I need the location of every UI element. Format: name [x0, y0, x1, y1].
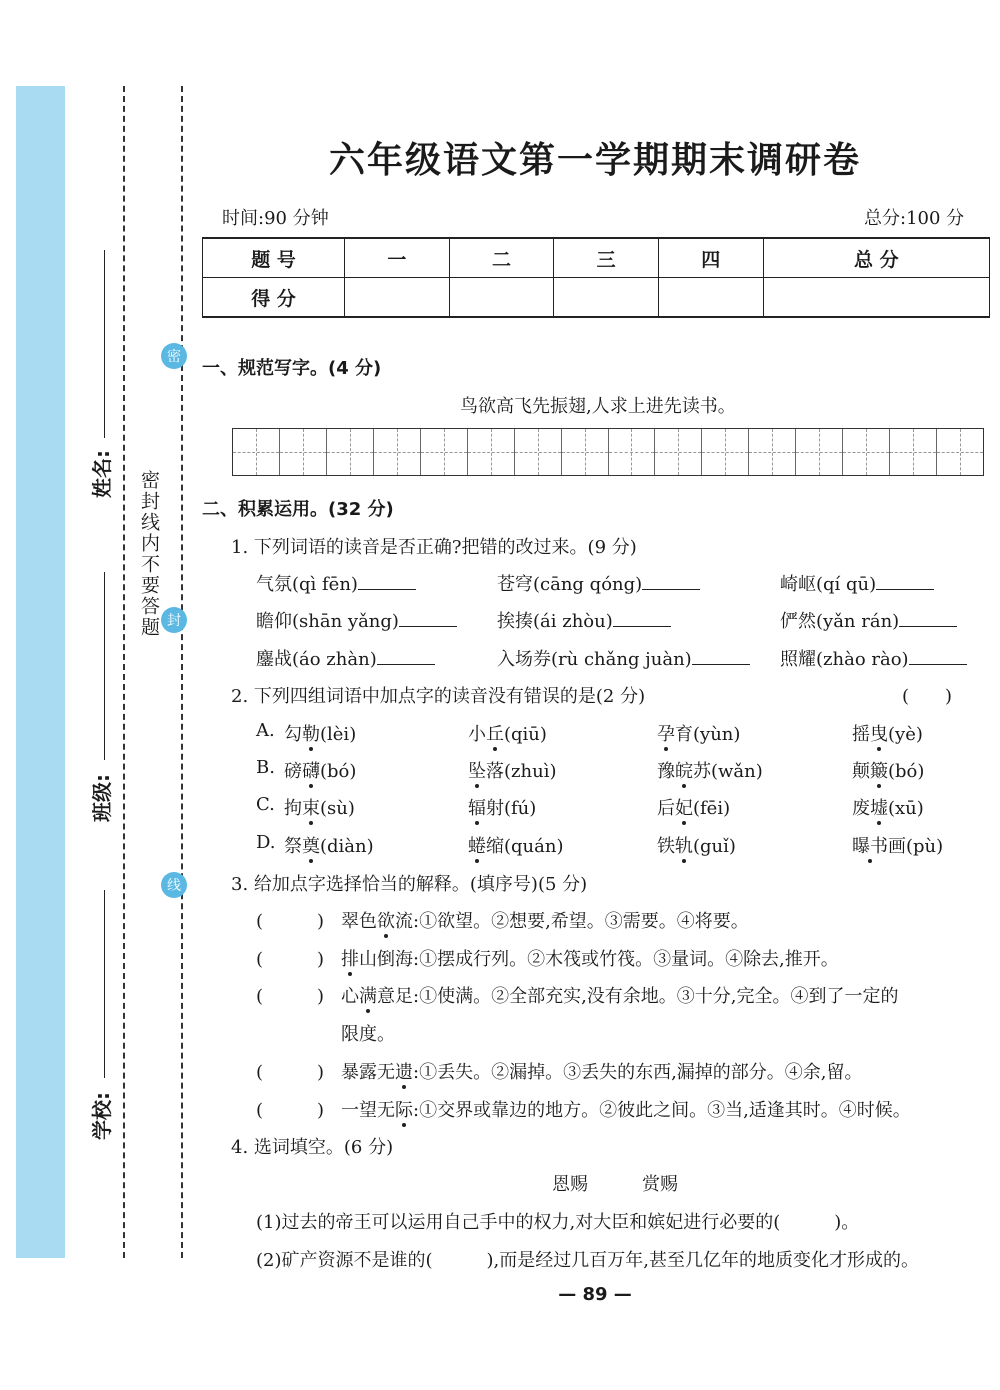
q2-word	[657, 720, 740, 746]
section1-heading: 一、规范写字。(4 分)	[202, 358, 382, 379]
school-label: 学校:	[90, 1092, 114, 1140]
exam-total: 总分:100 分	[864, 208, 965, 229]
seal-mark-feng: 封	[161, 607, 187, 633]
q1-item: 挨揍(ái zhòu)	[497, 607, 671, 633]
writing-grid[interactable]	[232, 428, 984, 476]
word-part: (lèi)	[320, 724, 357, 745]
q2-option-letter[interactable]: D.	[256, 832, 276, 853]
word-part: 豫	[657, 761, 675, 782]
item-part: 意足	[377, 986, 413, 1007]
q2-word	[284, 720, 356, 746]
score-header-cell: 题 号	[203, 238, 345, 278]
q1-item: 俨然(yǎn rán)	[780, 607, 957, 633]
dotted-char: 轨	[675, 836, 693, 857]
exam-time: 时间:90 分钟	[222, 208, 329, 229]
q4-word-choices: 恩赐 赏赐	[552, 1174, 678, 1195]
q2-word	[657, 757, 763, 783]
q3-answer-paren[interactable]: ( )	[256, 911, 325, 932]
cut-line-outer	[123, 86, 125, 1258]
q4-stem: 4. 选词填空。(6 分)	[231, 1137, 394, 1158]
q1-item: 入场券(rù chǎng juàn)	[497, 645, 750, 671]
dotted-char: 排	[341, 949, 359, 970]
word-part: (qiū)	[504, 724, 547, 745]
word-part: (guǐ)	[693, 836, 736, 857]
answer-blank[interactable]	[692, 650, 750, 665]
word-part: (sù)	[320, 798, 355, 819]
item-part: :①使满。②全部充实,没有余地。③十分,完全。④到了一定的	[413, 986, 899, 1007]
item-part: 心	[341, 986, 359, 1007]
score-row-label: 得 分	[203, 278, 345, 318]
class-blank[interactable]	[104, 572, 105, 760]
binding-strip	[16, 86, 65, 1258]
dotted-char: 奠	[302, 836, 320, 857]
item-part: :①丢失。②漏掉。③丢失的东西,漏掉的部分。④余,留。	[413, 1062, 863, 1083]
word-part: 小	[468, 724, 486, 745]
word-part: 拘	[284, 798, 302, 819]
word-part: 苏	[693, 761, 711, 782]
q2-word	[284, 832, 374, 858]
word-part: (xū)	[888, 798, 924, 819]
dotted-char: 妃	[675, 798, 693, 819]
dotted-char: 欲	[377, 911, 395, 932]
dotted-char: 礴	[302, 761, 320, 782]
item-part: :①欲望。②想要,希望。③需要。④将要。	[413, 911, 749, 932]
word-part: (fú)	[504, 798, 537, 819]
dotted-char: 簸	[870, 761, 888, 782]
name-blank[interactable]	[104, 250, 105, 438]
item-part: 一望无	[341, 1100, 395, 1121]
dotted-char: 曳	[870, 724, 888, 745]
answer-blank[interactable]	[899, 612, 957, 627]
school-blank[interactable]	[104, 890, 105, 1078]
q2-option-letter[interactable]: B.	[256, 757, 275, 778]
dotted-char: 皖	[675, 761, 693, 782]
answer-blank[interactable]	[358, 575, 416, 590]
q2-word	[852, 832, 943, 858]
item-part: :①交界或靠边的地方。②彼此之间。③当,适逢其时。④时候。	[413, 1100, 911, 1121]
q2-word	[852, 794, 924, 820]
page-number: — 89 —	[558, 1284, 632, 1305]
score-cell[interactable]	[554, 278, 659, 318]
page-title: 六年级语文第一学期期末调研卷	[328, 139, 861, 181]
q2-word	[284, 794, 355, 820]
word-part: (pù)	[906, 836, 944, 857]
word-part: 勾	[284, 724, 302, 745]
answer-blank[interactable]	[399, 612, 457, 627]
q1-item: 照耀(zhào rào)	[780, 645, 967, 671]
dotted-char: 遗	[395, 1062, 413, 1083]
word-part: 曝	[852, 836, 870, 857]
word-part: (zhuì)	[504, 761, 557, 782]
section2-heading: 二、积累运用。(32 分)	[202, 499, 394, 520]
answer-blank[interactable]	[909, 650, 967, 665]
score-cell[interactable]	[763, 278, 989, 318]
seal-mark-mi: 密	[161, 343, 187, 369]
q2-word	[852, 757, 924, 783]
word-part: (quán)	[504, 836, 564, 857]
q1-item: 苍穹(cāng qóng)	[497, 570, 700, 596]
q1-item: 瞻仰(shān yǎng)	[256, 607, 457, 633]
q2-stem: 2. 下列四组词语中加点字的读音没有错误的是(2 分)	[231, 686, 646, 707]
answer-blank[interactable]	[613, 612, 671, 627]
answer-blank[interactable]	[876, 575, 934, 590]
word-part: 射	[486, 798, 504, 819]
item-part: 山倒海	[359, 949, 413, 970]
q2-option-letter[interactable]: C.	[256, 794, 275, 815]
dotted-char: 辐	[468, 798, 486, 819]
q2-word	[468, 832, 563, 858]
item-part: :①摆成行列。②木筏或竹筏。③量词。④除去,推开。	[413, 949, 839, 970]
q3-item	[341, 907, 749, 933]
score-cell[interactable]	[449, 278, 554, 318]
word-part: 缩	[486, 836, 504, 857]
answer-blank[interactable]	[642, 575, 700, 590]
q2-word	[468, 757, 556, 783]
dotted-char: 满	[359, 986, 377, 1007]
dotted-char: 墟	[870, 798, 888, 819]
class-label: 班级:	[90, 774, 114, 822]
q2-option-letter[interactable]: A.	[256, 720, 275, 741]
q2-word	[852, 720, 923, 746]
word-part: (diàn)	[320, 836, 374, 857]
q4-sentence-2: (2)矿产资源不是谁的( ),而是经过几百万年,甚至几亿年的地质变化才形成的。	[256, 1250, 919, 1271]
name-label: 姓名:	[90, 450, 114, 498]
score-row	[203, 278, 990, 318]
word-part: 落	[486, 761, 504, 782]
item-part: 流	[395, 911, 413, 932]
score-cell[interactable]	[658, 278, 763, 318]
word-part: 书画	[870, 836, 906, 857]
q3-item	[341, 1058, 863, 1084]
word-part: 颠	[852, 761, 870, 782]
q3-stem: 3. 给加点字选择恰当的解释。(填序号)(5 分)	[231, 874, 588, 895]
score-header-cell: 总 分	[763, 238, 989, 278]
q3-answer-paren[interactable]: ( )	[256, 1062, 325, 1083]
item-part: 翠色	[341, 911, 377, 932]
q3-answer-paren[interactable]: ( )	[256, 986, 325, 1007]
dotted-char: 束	[302, 798, 320, 819]
dotted-char: 坠	[468, 761, 486, 782]
score-header-cell: 三	[554, 238, 659, 278]
word-part: 铁	[657, 836, 675, 857]
q2-word	[657, 832, 736, 858]
q2-answer-paren[interactable]: ( )	[902, 686, 953, 707]
word-part: (fēi)	[693, 798, 731, 819]
word-part: 祭	[284, 836, 302, 857]
q2-word	[657, 794, 730, 820]
score-header-cell: 二	[449, 238, 554, 278]
dotted-char: 孕	[657, 724, 675, 745]
q1-item: 崎岖(qí qū)	[780, 570, 934, 596]
word-part: (yè)	[888, 724, 923, 745]
word-part: (wǎn)	[711, 761, 763, 782]
score-header-cell: 四	[658, 238, 763, 278]
q3-item	[341, 1096, 911, 1122]
word-part: 磅	[284, 761, 302, 782]
dotted-char: 际	[395, 1100, 413, 1121]
q1-item: 气氛(qì fēn)	[256, 570, 416, 596]
word-part: (yùn)	[693, 724, 741, 745]
q3-answer-paren[interactable]: ( )	[256, 1100, 325, 1121]
answer-blank[interactable]	[377, 650, 435, 665]
q2-word	[468, 720, 547, 746]
dotted-char: 丘	[486, 724, 504, 745]
word-part: 摇	[852, 724, 870, 745]
dotted-char: 蜷	[468, 836, 486, 857]
word-part: 废	[852, 798, 870, 819]
q3-answer-paren[interactable]: ( )	[256, 949, 325, 970]
q1-item: 鏖战(áo zhàn)	[256, 645, 435, 671]
q3-continuation: 限度。	[341, 1024, 395, 1045]
seal-notice: 密封线内不要答题	[138, 470, 160, 638]
score-header-cell: 一	[345, 238, 450, 278]
word-part: (bó)	[888, 761, 925, 782]
q3-item	[341, 945, 839, 971]
q3-item	[341, 982, 899, 1008]
q1-stem: 1. 下列词语的读音是否正确?把错的改过来。(9 分)	[231, 537, 637, 558]
word-part: (bó)	[320, 761, 357, 782]
item-part: 暴露无	[341, 1062, 395, 1083]
q2-word	[284, 757, 356, 783]
word-part: 育	[675, 724, 693, 745]
q2-word	[468, 794, 536, 820]
score-cell[interactable]	[345, 278, 450, 318]
score-table	[202, 237, 990, 318]
dotted-char: 勒	[302, 724, 320, 745]
score-header-row	[203, 238, 990, 278]
q4-sentence-1: (1)过去的帝王可以运用自己手中的权力,对大臣和嫔妃进行必要的( )。	[256, 1212, 860, 1233]
seal-mark-xian: 线	[161, 872, 187, 898]
word-part: 后	[657, 798, 675, 819]
copy-sentence: 鸟欲高飞先振翅,人求上进先读书。	[460, 396, 736, 417]
cut-line-inner	[181, 86, 183, 1258]
